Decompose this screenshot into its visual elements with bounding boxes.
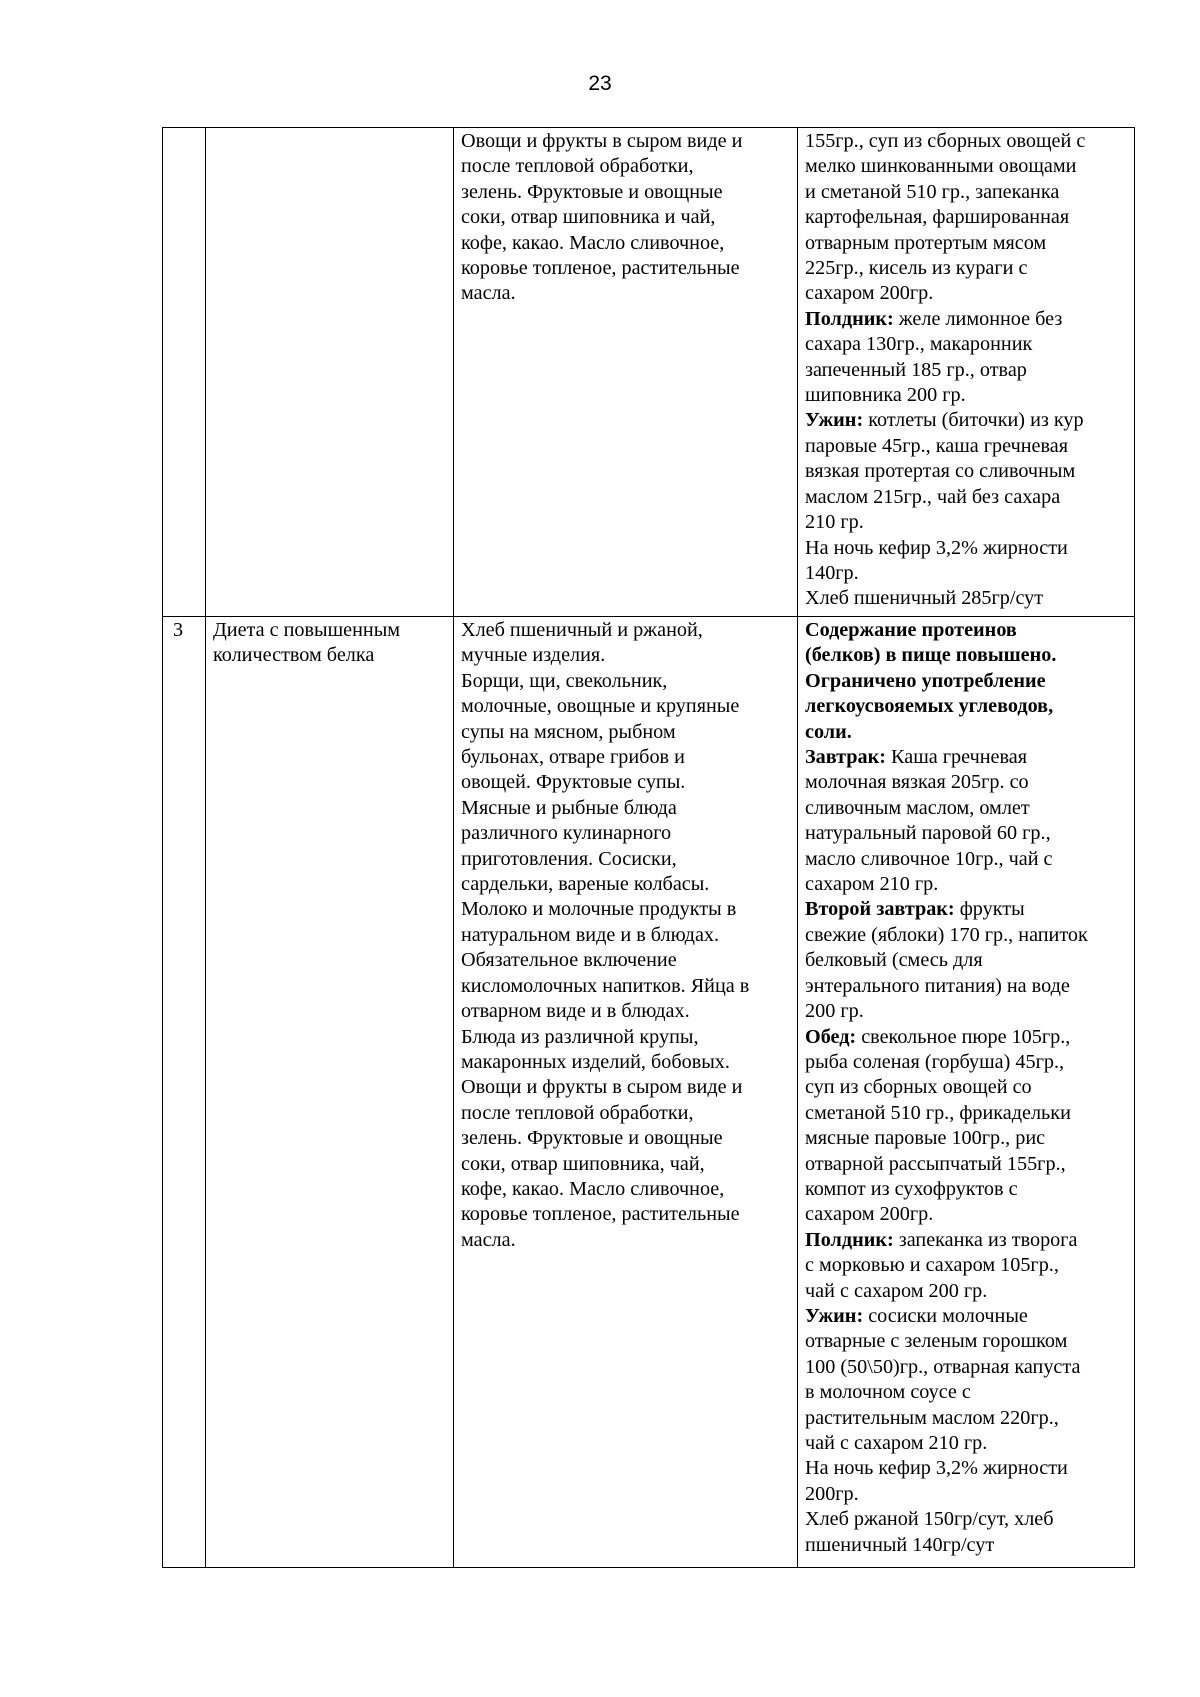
sample-menu-line [805, 669, 1127, 694]
allowed-products-line: соки, отвар шиповника и чай, [461, 206, 716, 229]
meal-text: отварные с зеленым горошком [805, 1330, 1068, 1353]
allowed-products-line: супы на мясном, рыбном [461, 720, 676, 743]
allowed-products-cell [454, 128, 798, 617]
meal-text: Хлеб ржаной 150гр/сут, хлеб [805, 1508, 1054, 1531]
sample-menu-line [805, 1533, 1127, 1558]
meal-heading: соли. [805, 720, 852, 743]
meal-text: маслом 215гр., чай без сахара [805, 485, 1061, 508]
diet-name-line: Диета с повышенным [213, 619, 401, 641]
sample-menu-line [805, 974, 1127, 999]
sample-menu-line [805, 1507, 1127, 1532]
sample-menu-line [805, 796, 1127, 821]
sample-menu-line [805, 510, 1127, 535]
meal-text: вязкая протертая со сливочным [805, 460, 1076, 483]
sample-menu-line [805, 999, 1127, 1024]
sample-menu-line [805, 720, 1127, 745]
allowed-products-line: сардельки, вареные колбасы. [461, 873, 710, 896]
allowed-products-line: мучные изделия. [461, 644, 606, 667]
meal-text: картофельная, фаршированная [805, 206, 1070, 229]
meal-text: 210 гр. [805, 511, 864, 534]
meal-heading: Завтрак: [805, 746, 886, 769]
allowed-products-line: масла. [461, 1228, 516, 1251]
allowed-products-line: Молоко и молочные продукты в [461, 898, 737, 921]
meal-text: компот из сухофруктов с [805, 1177, 1018, 1200]
meal-text: 225гр., кисель из кураги с [805, 257, 1028, 280]
allowed-products-line: кисломолочных напитков. Яйца в [461, 974, 750, 997]
meal-text: отварным протертым мясом [805, 231, 1047, 254]
meal-text: сахаром 200гр. [805, 1203, 934, 1226]
meal-heading: Обед: [805, 1025, 857, 1048]
meal-heading: Содержание протеинов [805, 619, 1017, 641]
meal-text: сметаной 510 гр., фрикадельки [805, 1101, 1071, 1124]
sample-menu-line [805, 154, 1127, 179]
allowed-products-line: Хлеб пшеничный и ржаной, [461, 619, 703, 641]
meal-heading: Ужин: [805, 409, 864, 432]
allowed-products-line: Борщи, щи, свекольник, [461, 669, 668, 692]
sample-menu-cell [798, 617, 1135, 1568]
allowed-products-line: Мясные и рыбные блюда [461, 796, 677, 819]
sample-menu-line [805, 1101, 1127, 1126]
sample-menu-line [805, 1202, 1127, 1227]
diet-table-body [163, 128, 1135, 1568]
allowed-products-line: зелень. Фруктовые и овощные [461, 180, 723, 203]
meal-text: 140гр. [805, 561, 859, 584]
sample-menu-line [805, 694, 1127, 719]
sample-menu-line [805, 358, 1127, 383]
sample-menu-line [805, 745, 1127, 770]
allowed-products-line: бульонах, отваре грибов и [461, 746, 685, 769]
allowed-products-line: Овощи и фрукты в сыром виде и [461, 130, 743, 152]
meal-text: чай с сахаром 210 гр. [805, 1432, 988, 1454]
meal-text: сахара 130гр., макаронник [805, 333, 1033, 356]
meal-text: Хлеб пшеничный 285гр/сут [805, 587, 1044, 610]
meal-text: растительным маслом 220гр., [805, 1406, 1059, 1429]
sample-menu-line [805, 618, 1127, 643]
meal-text: На ночь кефир 3,2% жирности [805, 536, 1068, 559]
meal-text: запеканка из творога [893, 1228, 1078, 1251]
allowed-products-line: после тепловой обработки, [461, 155, 694, 178]
allowed-products-line: зелень. Фруктовые и овощные [461, 1127, 723, 1150]
meal-text: отварной рассыпчатый 155гр., [805, 1152, 1066, 1175]
allowed-products-line: макаронных изделий, бобовых. [461, 1050, 730, 1073]
meal-text: свекольное пюре 105гр., [856, 1025, 1071, 1048]
sample-menu-line [805, 536, 1127, 561]
meal-text: паровые 45гр., каша гречневая [805, 434, 1069, 457]
meal-text: сливочным маслом, омлет [805, 796, 1030, 819]
sample-menu-line [805, 307, 1127, 332]
sample-menu-line [805, 1355, 1127, 1380]
allowed-products-line: соки, отвар шиповника, чай, [461, 1152, 705, 1175]
meal-text: 155гр., суп из сборных овощей с [805, 130, 1086, 152]
allowed-products-line: коровье топленое, растительные [461, 257, 740, 280]
meal-text: желе лимонное без [893, 307, 1063, 330]
allowed-products-line: отварном виде и в блюдах. [461, 1000, 690, 1023]
sample-menu-line [805, 231, 1127, 256]
allowed-products-line: кофе, какао. Масло сливочное, [461, 1177, 725, 1200]
sample-menu-line [805, 821, 1127, 846]
page-number: 23 [588, 72, 612, 95]
allowed-products-line: Овощи и фрукты в сыром виде и [461, 1076, 743, 1099]
sample-menu-line [805, 1126, 1127, 1151]
allowed-products-line: натуральном виде и в блюдах. [461, 923, 720, 946]
sample-menu-line [805, 561, 1127, 586]
sample-menu-line [805, 459, 1127, 484]
table-row [163, 128, 1135, 617]
allowed-products-line: приготовления. Сосиски, [461, 847, 677, 870]
meal-text: Каша гречневая [886, 746, 1028, 769]
sample-menu-line [805, 1431, 1127, 1456]
table-row [163, 617, 1135, 1568]
meal-text: чай с сахаром 200 гр. [805, 1279, 988, 1302]
sample-menu-line [805, 180, 1127, 205]
diet-name-cell [206, 617, 454, 1568]
meal-text: запеченный 185 гр., отвар [805, 358, 1027, 381]
sample-menu-line [805, 948, 1127, 973]
sample-menu-line [805, 770, 1127, 795]
sample-menu-line [805, 281, 1127, 306]
meal-text: с морковью и сахаром 105гр., [805, 1254, 1059, 1277]
allowed-products-line: овощей. Фруктовые супы. [461, 771, 686, 794]
meal-heading: Второй завтрак: [805, 898, 955, 921]
row-number-cell [163, 617, 206, 1568]
sample-menu-line [805, 129, 1127, 154]
sample-menu-line [805, 1228, 1127, 1253]
sample-menu-line [805, 1482, 1127, 1507]
meal-text: мясные паровые 100гр., рис [805, 1127, 1046, 1150]
sample-menu-line [805, 383, 1127, 408]
diet-name-cell [206, 128, 454, 617]
meal-text: в молочном соусе с [805, 1381, 971, 1404]
sample-menu-line [805, 1329, 1127, 1354]
sample-menu-line [805, 1406, 1127, 1431]
sample-menu-line [805, 586, 1127, 611]
meal-text: свежие (яблоки) 170 гр., напиток [805, 923, 1088, 946]
sample-menu-line [805, 332, 1127, 357]
diet-table [162, 127, 1135, 1568]
meal-heading: Полдник: [805, 1228, 894, 1251]
meal-text: сахаром 210 гр. [805, 873, 939, 896]
meal-heading: (белков) в пище повышено. [805, 644, 1057, 667]
sample-menu-line [805, 923, 1127, 948]
sample-menu-line [805, 1253, 1127, 1278]
allowed-products-line: Обязательное включение [461, 949, 677, 972]
sample-menu-line [805, 847, 1127, 872]
sample-menu-line [805, 205, 1127, 230]
meal-text: котлеты (биточки) из кур [863, 409, 1084, 432]
row-number: 3 [173, 619, 184, 641]
sample-menu-line [805, 408, 1127, 433]
allowed-products-line: после тепловой обработки, [461, 1101, 694, 1124]
sample-menu-line [805, 1075, 1127, 1100]
meal-text: белковый (смесь для [805, 949, 983, 972]
row-number-cell [163, 128, 206, 617]
allowed-products-cell [454, 617, 798, 1568]
meal-text: На ночь кефир 3,2% жирности [805, 1457, 1068, 1480]
sample-menu-line [805, 897, 1127, 922]
meal-heading: легкоусвояемых углеводов, [805, 695, 1054, 718]
meal-heading: Ограничено употребление [805, 669, 1046, 692]
sample-menu-line [805, 256, 1127, 281]
meal-heading: Ужин: [805, 1304, 864, 1327]
sample-menu-line [805, 1025, 1127, 1050]
meal-text: мелко шинкованными овощами [805, 155, 1077, 178]
sample-menu-cell [798, 128, 1135, 617]
allowed-products-line: различного кулинарного [461, 822, 672, 845]
meal-text: сосиски молочные [863, 1304, 1028, 1327]
meal-text: 100 (50\50)гр., отварная капуста [805, 1355, 1081, 1378]
allowed-products-line: молочные, овощные и крупяные [461, 695, 740, 718]
meal-text: и сметаной 510 гр., запеканка [805, 180, 1060, 203]
meal-text: пшеничный 140гр/сут [805, 1533, 995, 1556]
sample-menu-line [805, 1279, 1127, 1304]
meal-text: масло сливочное 10гр., чай с [805, 847, 1053, 870]
sample-menu-line [805, 872, 1127, 897]
sample-menu-line [805, 1380, 1127, 1405]
meal-text: фрукты [954, 898, 1025, 921]
meal-text: молочная вязкая 205гр. со [805, 771, 1029, 794]
allowed-products-line: Блюда из различной крупы, [461, 1025, 699, 1048]
meal-text: натуральный паровой 60 гр., [805, 822, 1051, 845]
allowed-products-line: коровье топленое, растительные [461, 1203, 740, 1226]
meal-text: 200 гр. [805, 1000, 864, 1023]
allowed-products-line: масла. [461, 282, 516, 305]
meal-text: суп из сборных овощей со [805, 1076, 1032, 1099]
sample-menu-line [805, 485, 1127, 510]
sample-menu-line [805, 434, 1127, 459]
sample-menu-line [805, 1177, 1127, 1202]
meal-text: рыба соленая (горбуша) 45гр., [805, 1050, 1065, 1073]
meal-text: 200гр. [805, 1482, 859, 1505]
allowed-products-line: кофе, какао. Масло сливочное, [461, 231, 725, 254]
meal-text: шиповника 200 гр. [805, 384, 966, 407]
meal-text: энтерального питания) на воде [805, 974, 1070, 997]
meal-text: сахаром 200гр. [805, 282, 934, 305]
sample-menu-line [805, 1456, 1127, 1481]
sample-menu-line [805, 1152, 1127, 1177]
sample-menu-line [805, 1050, 1127, 1075]
sample-menu-line [805, 1304, 1127, 1329]
sample-menu-line [805, 643, 1127, 668]
meal-heading: Полдник: [805, 307, 894, 330]
diet-name-line: количеством белка [213, 644, 375, 667]
